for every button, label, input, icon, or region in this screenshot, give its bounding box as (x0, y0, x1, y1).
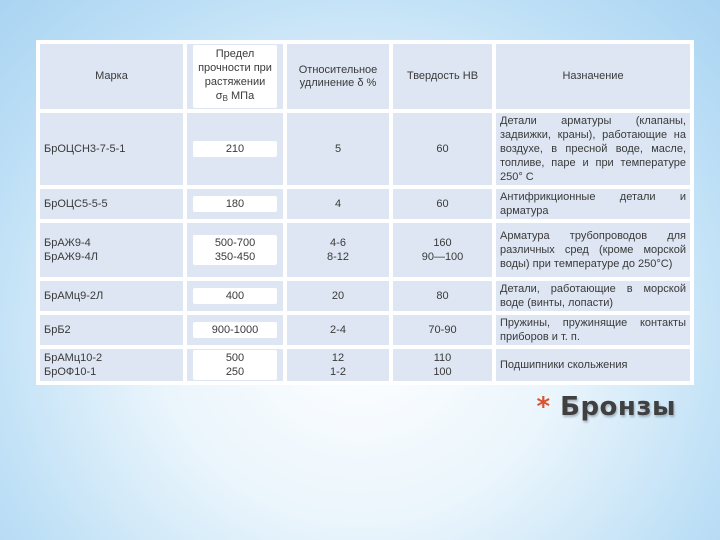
grade-cell (38, 313, 185, 347)
purpose-cell: Детали, работающие в морской воде (винты, лопасти) (494, 279, 692, 313)
hardness-cell (391, 279, 494, 313)
elongation-value: 5 (334, 143, 342, 155)
hardness-value: 80 (436, 290, 449, 302)
grade-cell (38, 221, 185, 279)
table-row (38, 111, 692, 187)
grade-cell (38, 347, 185, 383)
purpose-cell: Арматура трубопроводов для различных сред (кроме морской воды) при температуре до 250°С) (494, 221, 692, 279)
hardness-value: 90—100 (421, 251, 464, 263)
elongation-cell (285, 313, 391, 347)
header-strength-line: растяжении (204, 76, 266, 88)
grade-name: БрОФ10-1 (44, 366, 97, 378)
grade-name: БрАЖ9-4Л (44, 251, 98, 263)
hardness-cell (391, 221, 494, 279)
table-row (38, 187, 692, 221)
hardness-cell (391, 187, 494, 221)
elongation-value: 4 (334, 198, 342, 210)
bronze-properties-table (36, 40, 694, 385)
header-strength-line: Предел (215, 48, 255, 60)
grade-cell (38, 187, 185, 221)
purpose-cell: Детали арматуры (клапаны, задвижки, краны), работающие на воздухе, в пресной воде, масле, топливе, паре и при температуре 250° С (494, 111, 692, 187)
hardness-cell (391, 313, 494, 347)
strength-value: 500-700 (214, 237, 256, 249)
header-elongation-line: удлинение δ % (299, 76, 377, 89)
hardness-value: 110 (433, 352, 452, 364)
header-grade: Марка (38, 42, 185, 111)
hardness-value: 60 (436, 198, 449, 210)
strength-cell (185, 279, 285, 313)
slide-title-block (537, 392, 676, 422)
strength-cell (185, 187, 285, 221)
hardness-value: 160 (433, 237, 452, 249)
strength-cell (185, 347, 285, 383)
strength-unit: МПа (227, 90, 255, 102)
strength-cell (185, 221, 285, 279)
strength-value: 250 (225, 366, 245, 378)
header-purpose: Назначение (494, 42, 692, 111)
strength-value: 180 (193, 196, 277, 212)
elongation-value: 12 (331, 352, 345, 364)
strength-value-group (193, 350, 277, 380)
strength-cell (185, 111, 285, 187)
strength-value: 500 (225, 352, 245, 364)
elongation-value: 8-12 (326, 251, 350, 263)
purpose-cell: Пружины, пружинящие контакты приборов и т. п. (494, 313, 692, 347)
hardness-value: 100 (433, 366, 452, 378)
table-row (38, 313, 692, 347)
hardness-value: 70-90 (428, 324, 457, 336)
grade-cell (38, 111, 185, 187)
hardness-cell (391, 347, 494, 383)
grade-cell (38, 279, 185, 313)
elongation-cell (285, 347, 391, 383)
header-elongation (285, 42, 391, 111)
elongation-cell (285, 187, 391, 221)
hardness-cell (391, 111, 494, 187)
strength-value: 900-1000 (193, 322, 277, 338)
strength-value: 400 (193, 288, 277, 304)
elongation-value: 1-2 (330, 366, 346, 378)
grade-name: БрОЦС5-5-5 (44, 198, 108, 210)
elongation-cell (285, 279, 391, 313)
grade-name: БрОЦСН3-7-5-1 (44, 143, 126, 155)
sigma-symbol: σ (215, 90, 223, 102)
elongation-cell (285, 221, 391, 279)
grade-name: БрАЖ9-4 (44, 237, 91, 249)
elongation-cell (285, 111, 391, 187)
title-asterisk-icon: * (536, 392, 551, 422)
hardness-value: 60 (436, 143, 449, 155)
header-elongation-line: Относительное (298, 63, 378, 76)
header-row (38, 42, 692, 111)
strength-cell (185, 313, 285, 347)
grade-name: БрБ2 (44, 324, 71, 336)
strength-value: 350-450 (214, 251, 256, 263)
header-strength-line: прочности при (198, 62, 272, 74)
table-row (38, 347, 692, 383)
table-row (38, 221, 692, 279)
elongation-value: 2-4 (330, 324, 346, 336)
elongation-value: 4-6 (330, 237, 346, 249)
grade-name: БрАМц9-2Л (44, 290, 104, 302)
table-row (38, 279, 692, 313)
strength-value-group (193, 235, 277, 265)
grade-name: БрАМц10-2 (44, 352, 103, 364)
header-hardness: Твердость НВ (391, 42, 494, 111)
slide-title: Бронзы (560, 392, 676, 422)
sigma-subscript: В (222, 94, 228, 103)
elongation-value: 20 (331, 290, 345, 302)
header-strength-unit-line (193, 89, 277, 106)
purpose-cell: Антифрикционные детали и арматура (494, 187, 692, 221)
strength-value: 210 (193, 141, 277, 157)
table-frame (36, 40, 690, 378)
header-strength (185, 42, 285, 111)
purpose-cell: Подшипники скольжения (494, 347, 692, 383)
